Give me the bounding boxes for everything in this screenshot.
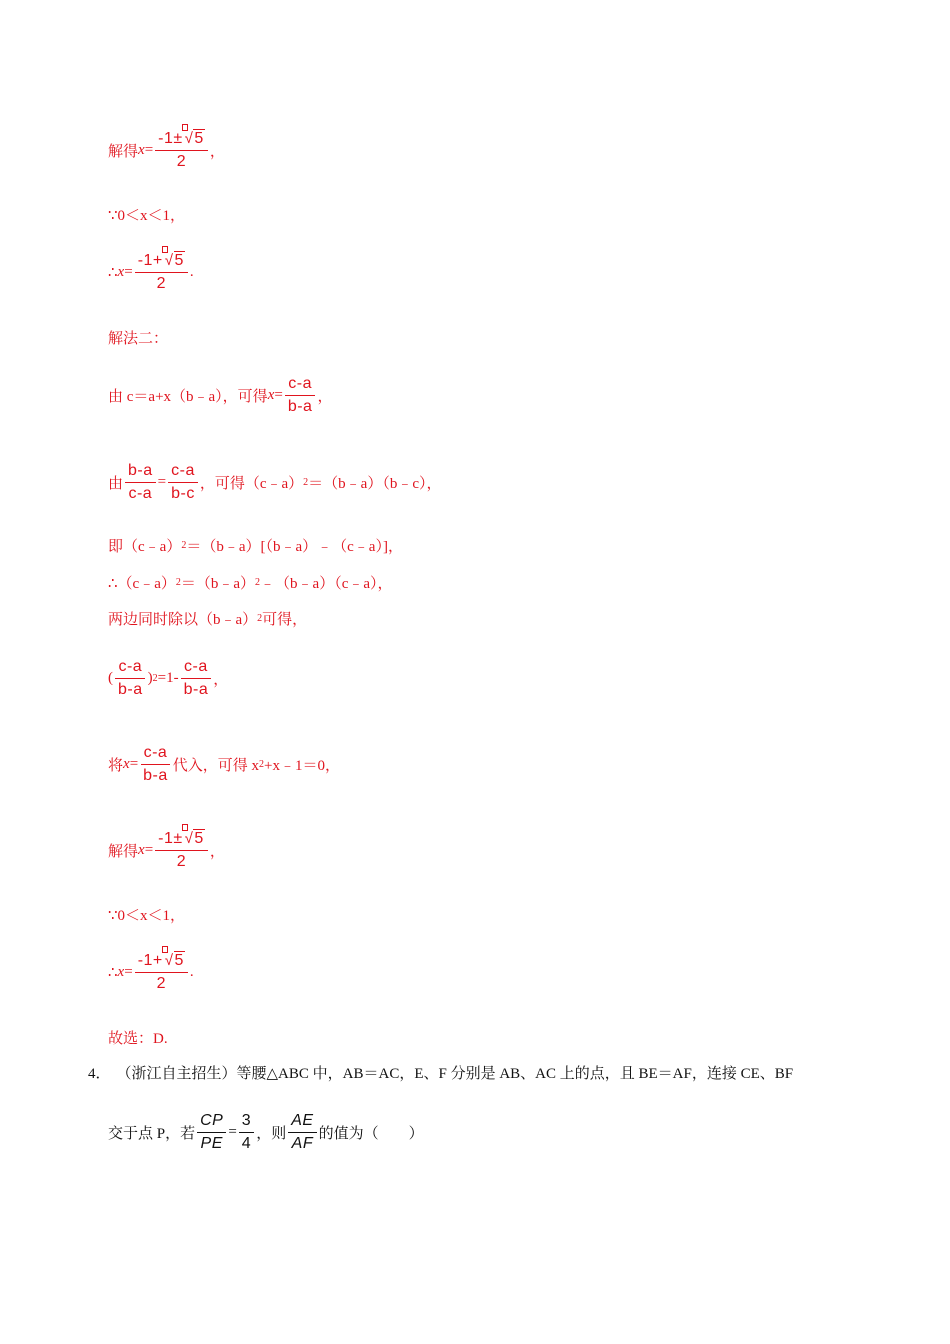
numerator: c-a [181,658,211,679]
answer-line [108,1027,168,1048]
denominator: AF [291,1135,314,1152]
text: 交于点 P，若 [108,1126,196,1142]
numerator-part: -1± [158,130,183,147]
denominator: b-a [143,767,168,784]
question-number: 4． [88,1066,111,1082]
paren: ( [108,670,113,686]
paren: ) [147,670,153,686]
text: 解得 [108,844,139,860]
variable-x: x [138,142,145,158]
solution-line-7 [108,535,403,556]
equals: = [274,387,283,403]
numerator-part: -1± [158,830,183,847]
text: 由 [108,476,124,492]
question-4 [88,1062,793,1083]
numerator: 3 [239,1112,254,1133]
text: 的值为（ ） [318,1126,424,1142]
denominator: 2 [156,275,166,292]
text: 可得， [262,612,308,628]
punctuation: ， [209,844,225,860]
fraction-cp-pe [197,1112,226,1153]
exponent: 2 [303,477,309,488]
text: ∴（c﹣a） [108,576,176,592]
solution-line-1 [108,130,225,171]
numerator: AE [288,1112,316,1133]
variable-x: x [267,387,275,403]
variable-x: x [117,964,125,980]
fraction [155,830,208,871]
fraction [285,375,316,416]
solution-line-8 [108,572,393,593]
text: ＝（b﹣a） [180,576,256,592]
solution-line-13 [108,904,185,925]
fraction [181,658,212,699]
exponent: 2 [259,759,265,770]
text: ，则 [256,1126,287,1142]
equals: = [129,756,139,772]
exponent: 2 [175,577,181,588]
text: 将 [108,758,124,774]
sqrt-icon: √5 [183,130,205,148]
fraction-3-4 [239,1112,254,1153]
punctuation: ， [209,144,225,160]
fraction [168,462,198,503]
solution-line-3 [108,252,194,293]
solution-line-12 [108,830,225,871]
exponent: 2 [257,613,263,624]
punctuation: . [189,964,194,980]
sqrt-icon: √5 [163,252,185,270]
text: 代入，可得 x [172,758,260,774]
denominator: b-a [183,681,209,698]
solution-line-11 [108,744,340,785]
denominator: PE [200,1135,223,1152]
text: 两边同时除以（b﹣a） [108,612,258,628]
equals: = [144,842,154,858]
numerator: CP [197,1112,226,1133]
equals: = [144,142,154,158]
solution-line-2 [108,204,185,225]
answer-text: 故选：D. [108,1031,168,1047]
variable-x: x [123,756,130,772]
fraction-ae-af [288,1112,316,1153]
solution-line-10 [108,658,228,699]
therefore-symbol: ∴ [108,265,118,281]
solution-line-5 [108,375,332,416]
denominator: c-a [128,485,153,502]
text: ，可得（c﹣a） [199,476,304,492]
question-text: （浙江自主招生）等腰△ABC 中，AB＝AC，E、F 分别是 AB、AC 上的点，且 BE＝AF，连接 CE、BF [116,1066,794,1082]
radicand: 5 [194,830,204,847]
punctuation: ， [317,389,333,405]
denominator: 4 [241,1135,252,1152]
numerator: c-a [141,744,171,765]
variable-x: x [138,842,145,858]
text: +x﹣1＝0， [264,758,341,774]
denominator: 2 [176,153,187,170]
exponent: 2 [152,673,158,684]
denominator: b-a [287,398,313,415]
fraction [115,658,146,699]
numerator-part: -1+ [137,252,163,269]
numerator-part: -1+ [137,952,163,969]
fraction [155,130,208,171]
fraction [140,744,171,785]
numerator: c-a [285,375,315,396]
solution-line-14 [108,952,194,993]
text: ∵0＜x＜1， [108,208,186,224]
question-4-line-2 [108,1112,424,1153]
radicand: 5 [174,952,184,969]
text: 解法二： [108,331,169,347]
text: 解得 [108,144,139,160]
text: ∵0＜x＜1， [108,908,186,924]
radicand: 5 [174,252,184,269]
text: 即（c﹣a） [108,539,182,555]
denominator: 2 [176,853,187,870]
equals: = [124,964,133,980]
fraction [125,462,156,503]
sqrt-icon: √5 [183,830,205,848]
solution-line-9 [108,608,307,629]
radicand: 5 [194,130,204,147]
variable-x: x [117,264,125,280]
text: =1- [157,670,179,686]
equals: = [124,264,133,280]
punctuation: ， [213,672,229,688]
solution-method-two-heading [108,327,168,348]
text: ＝（b﹣a）[（b﹣a）﹣（c﹣a）]， [186,539,403,555]
numerator: c-a [168,462,198,483]
fraction [135,952,188,993]
sqrt-icon: √5 [163,952,185,970]
solution-line-6 [108,462,442,503]
text: ﹣（b﹣a）（c﹣a）， [260,576,393,592]
equals: = [157,474,167,490]
punctuation: . [189,264,194,280]
denominator: 2 [156,975,166,992]
numerator: c-a [115,658,145,679]
fraction [135,252,188,293]
denominator: b-c [171,485,195,502]
text: 由 c＝a+x（b﹣a），可得 [108,389,268,405]
exponent: 2 [255,577,261,588]
equals: = [228,1124,237,1140]
exponent: 2 [181,540,187,551]
denominator: b-a [118,681,143,698]
numerator: b-a [125,462,156,483]
therefore-symbol: ∴ [108,965,118,981]
text: ＝（b﹣a）（b﹣c）， [308,476,442,492]
